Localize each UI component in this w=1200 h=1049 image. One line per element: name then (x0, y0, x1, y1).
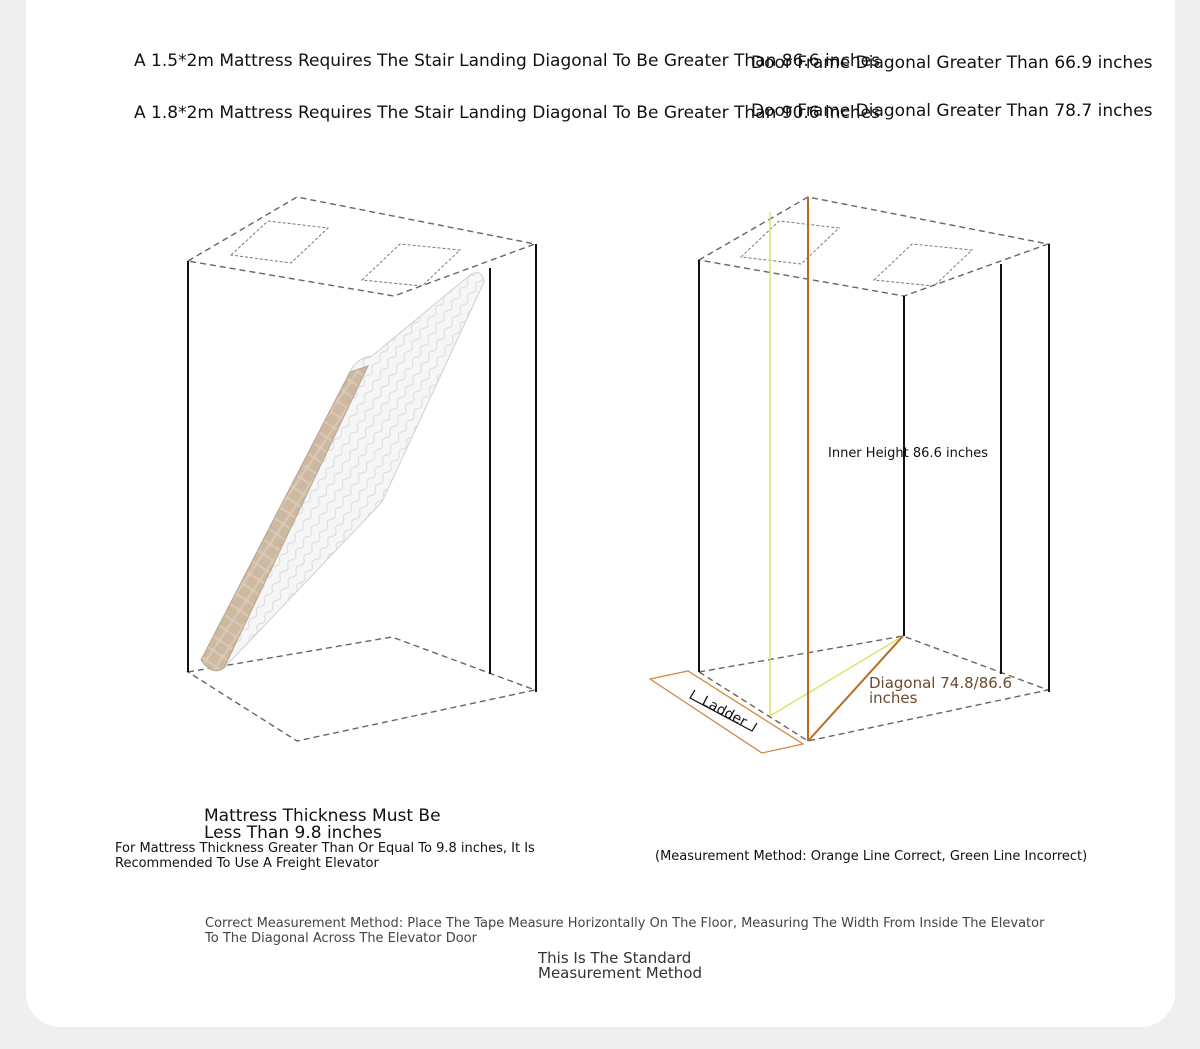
diagonal-label: Diagonal 74.8/86.6 inches (869, 674, 1013, 707)
inner-height-label: Inner Height 86.6 inches (828, 446, 988, 461)
green-measure-lines (770, 212, 903, 716)
measurement-method-note: (Measurement Method: Orange Line Correct, Green Line Incorrect) (655, 849, 1088, 864)
right-elevator-diagram (650, 197, 1049, 753)
freight-elevator-note: For Mattress Thickness Greater Than Or Equal To 9.8 inches, It Is Recommended To Use A Freight Elevator (115, 841, 535, 871)
header-line2-left: A 1.8*2m Mattress Requires The Stair Landing Diagonal To Be Greater Than 90.6 inches (134, 103, 880, 123)
mattress-thickness-title: Mattress Thickness Must Be Less Than 9.8 inches (204, 806, 441, 843)
mattress-image (201, 273, 484, 671)
standard-method-label: This Is The Standard Measurement Method (538, 949, 703, 982)
measurement-instruction: Correct Measurement Method: Place The Tape Measure Horizontally On The Floor, Measuring The Width From Inside The Elevator To The Diagonal Across The Elevator Door (205, 916, 1045, 946)
header-line1-right: Door Frame Diagonal Greater Than 66.9 inches (751, 53, 1153, 73)
ladder-label: Ladder (699, 693, 750, 731)
header-line1-left: A 1.5*2m Mattress Requires The Stair Landing Diagonal To Be Greater Than 86.6 inches (134, 51, 880, 71)
orange-measure-lines (808, 197, 903, 741)
left-elevator-diagram (188, 197, 536, 741)
header-line2-right: Door Frame Diagonal Greater Than 78.7 inches (751, 101, 1153, 121)
